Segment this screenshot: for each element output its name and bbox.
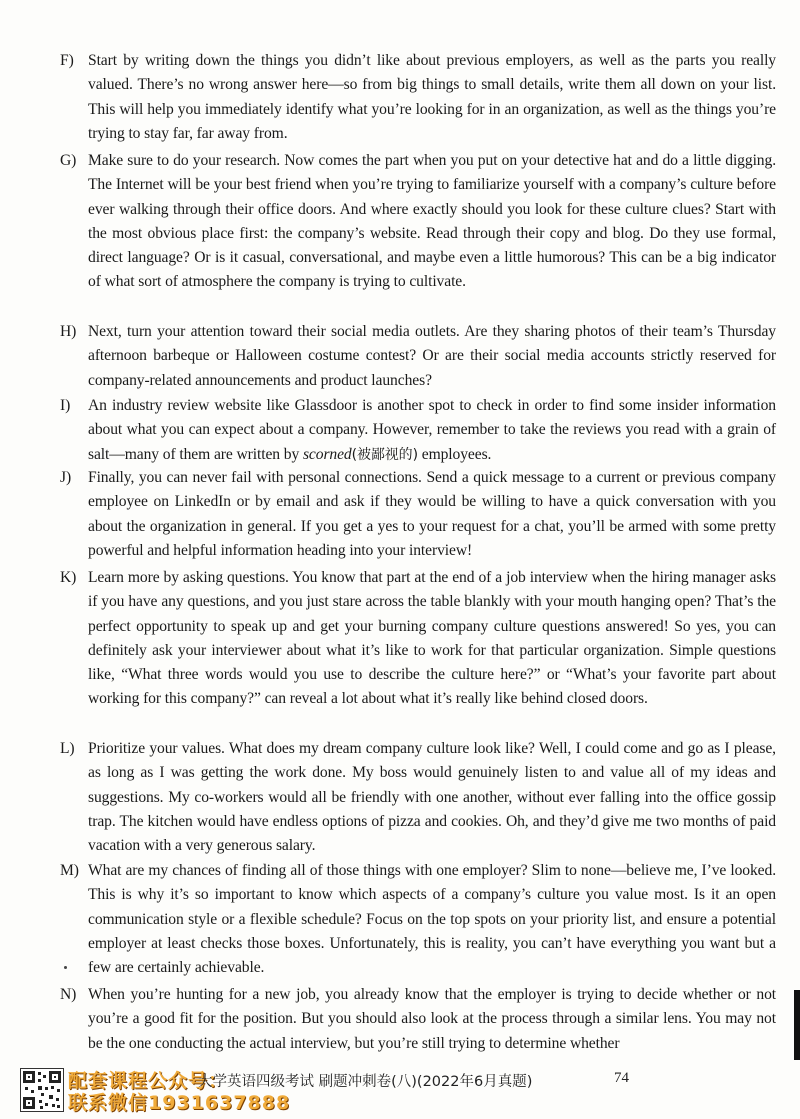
paragraph-text: Start by writing down the things you didn’t like about previous employers, as well as the parts you really valued. There’s no wrong answer here—so from big things to small details, write them all down on your list. This will help you immediately identify what you’re looking for in an organization, as well as the things you’re trying to stay far, far away from. [88,52,776,142]
paragraph-text [88,394,776,467]
paragraph-text: Learn more by asking questions. You know that part at the end of a job interview when the hiring manager asks if you have any questions, and you just stare across the table blankly with your mouth hanging open? That’s the perfect opportunity to speak up and get your burning company culture questions answered! So yes, you can definitely ask your interviewer about what it’s like to work for that particular organization. Simple questions like, “What three words would you use to describe the culture here?” or “What’s your favorite part about working for this company?” can reveal a lot about what it’s really like behind closed doors. [88,569,776,708]
footer-title: 大学英语四级考试 刷题冲刺卷(八)(2022年6月真题) [198,1074,533,1090]
paragraph-text-after: employees. [417,445,492,463]
italic-term: scorned [302,445,352,463]
paragraph-text: Make sure to do your research. Now comes the part when you put on your detective hat and do a little digging. The Internet will be your best friend when you’re trying to familiarize yourself with a company’s culture before ever walking through their office doors. And where exactly should you look for these culture clues? Start with the most obvious place first: the company’s website. Read through their copy and blog. Do they use formal, direct language? Or is it casual, conversational, and maybe even a little humorous? This can be a big indicator of what sort of atmosphere the company is trying to cultivate. [88,152,776,291]
paragraph-h [60,320,776,393]
page-edge-bar [794,990,800,1060]
paragraph-text: When you’re hunting for a new job, you already know that the employer is trying to decide whether or not you’re a good fit for the position. But you should also look at the process through a similar lens. You may not be the one conducting the actual interview, but you’re still trying to determine whether [88,986,776,1052]
watermark-line-1: 配套课程公众号： [68,1070,229,1092]
paragraph-label: M) [60,862,79,879]
paragraph-g [60,149,776,295]
paragraph-text: What are my chances of finding all of those things with one employer? Slim to none—believe me, I’ve looked. This is why it’s so important to know which aspects of a company’s culture you value most. Is it an open communication style or a flexible schedule? Focus on the top spots on your priority list, and ensure a potential employer at least checks those boxes. Unfortunately, this is reality, you can’t have everything you want but a few are certainly achievable. [88,862,776,977]
chinese-gloss: (被鄙视的) [351,446,418,463]
paragraph-label: K) [60,569,77,586]
paragraph-text: Next, turn your attention toward their social media outlets. Are they sharing photos of their team’s Thursday afternoon barbeque or Halloween costume contest? Or are their social media accounts strictly reserved for company-related announcements and product launches? [88,323,776,389]
qr-code-icon [20,1068,64,1112]
paragraph-m [60,859,776,980]
paragraph-label: G) [60,152,77,169]
paragraph-n [60,983,776,1056]
paragraph-text: Finally, you can never fail with personal connections. Send a quick message to a current or previous company employee on LinkedIn or by email and ask if they would be willing to have a quick conversation with you about the organization in general. If you get a yes to your request for a chat, you’ll be armed with some pretty powerful and helpful information heading into your interview! [88,469,776,559]
paragraph-f [60,49,776,146]
paragraph-label: I) [60,397,71,414]
paragraph-label: J) [60,469,72,486]
paragraph-l [60,737,776,858]
stray-dot [64,966,67,969]
paragraph-label: F) [60,52,74,69]
paragraph-i [60,394,776,467]
paragraph-label: H) [60,323,77,340]
paragraph-text-before: An industry review website like Glassdoor is another spot to check in order to find some insider information about what you can expect about a company. However, remember to take the reviews you read with a grain of salt—many of them are written by [88,397,776,463]
paragraph-text: Prioritize your values. What does my dream company culture look like? Well, I could come and go as I please, as long as I was getting the work done. My boss would genuinely listen to and value all of my ideas and suggestions. My co-workers would all be friendly with one another, without ever falling into the office gossip trap. The kitchen would have endless options of pizza and cookies. Oh, and they’d give me two months of paid vacation with a very generous salary. [88,740,776,855]
paragraph-label: L) [60,740,75,757]
paragraph-j [60,466,776,563]
watermark-line-2: 联系微信1931637888 [68,1092,291,1114]
paragraph-k [60,566,776,712]
page-footer [0,1064,800,1114]
paragraph-label: N) [60,986,77,1003]
page-number: 74 [614,1070,629,1086]
